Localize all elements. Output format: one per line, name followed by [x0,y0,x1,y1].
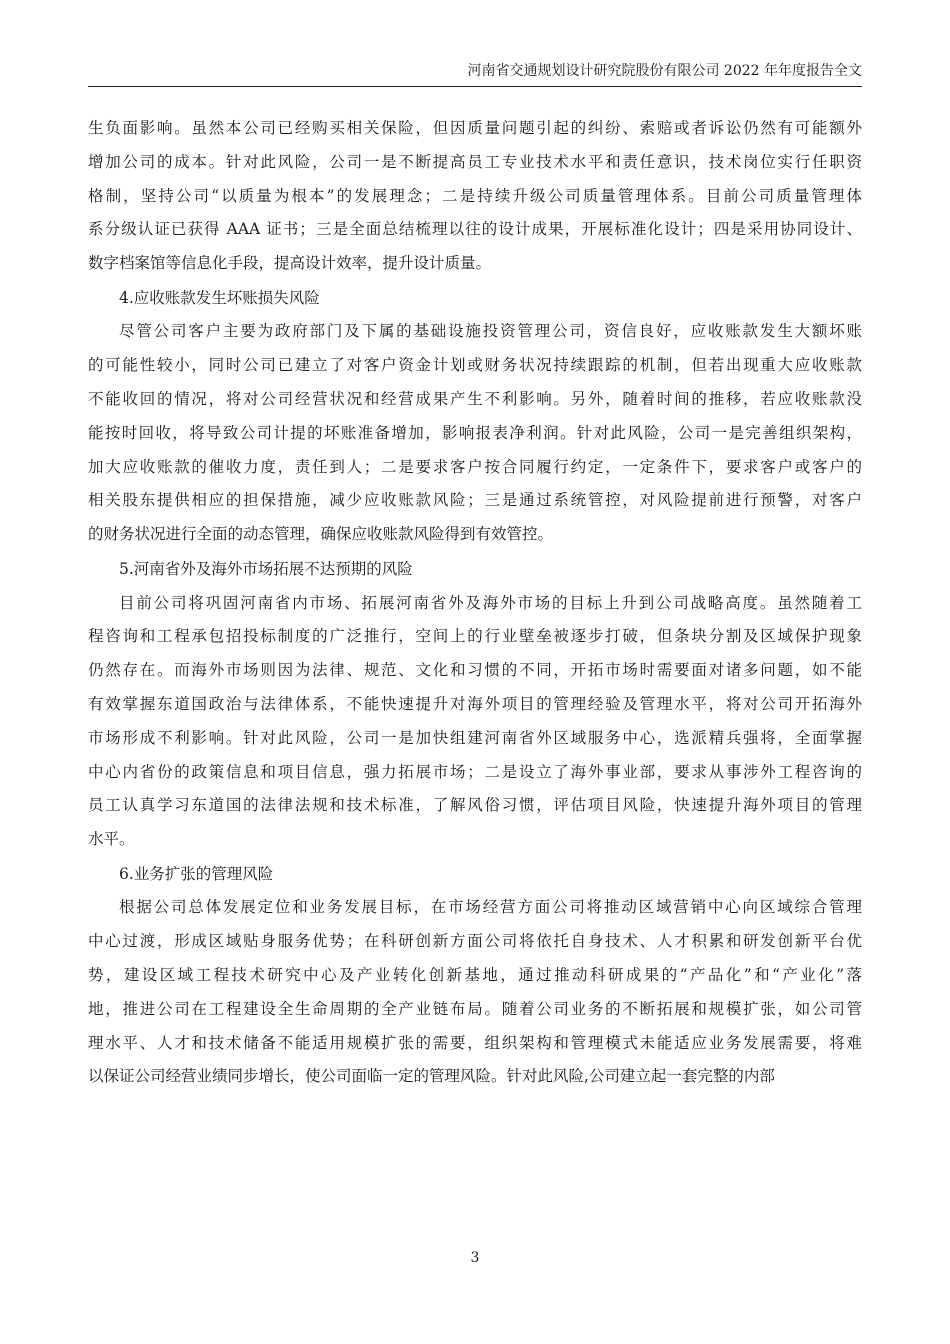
text-line: 系分级认证已获得 AAA 证书；三是全面总结梳理以往的设计成果，开展标准化设计；四是采用协同设计、 [88,220,862,239]
section-heading-management-risk: 6.业务扩张的管理风险 [119,864,274,883]
paragraph-receivables-risk [88,315,862,552]
text-line: 中心过渡，形成区域贴身服务优势；在科研创新方面公司将依托自身技术、人才积累和研发创新平台优 [88,932,862,951]
section-heading-market-expansion-risk: 5.河南省外及海外市场拓展不达预期的风险 [119,560,413,579]
text-line: 尽管公司客户主要为政府部门及下属的基础设施投资管理公司，资信良好，应收账款发生大额坏账 [119,322,862,341]
text-line: 中心内省份的政策信息和项目信息，强力拓展市场；二是设立了海外事业部，要求从事涉外工程咨询的 [88,762,862,781]
report-header-title: 河南省交通规划设计研究院股份有限公司 2022 年年度报告全文 [467,63,862,79]
page-number: 3 [470,1250,480,1266]
text-line: 水平。 [88,830,135,849]
text-line: 增加公司的成本。针对此风险，公司一是不断提高员工专业技术水平和责任意识，技术岗位实行任职资 [88,152,862,171]
text-line: 数字档案馆等信息化手段，提高设计效率，提升设计质量。 [88,254,492,273]
document-body [88,112,862,1094]
text-line: 相关股东提供相应的担保措施，减少应收账款风险；三是通过系统管控，对风险提前进行预警，对客户 [88,491,862,510]
text-line: 能按时回收，将导致公司计提的坏账准备增加，影响报表净利润。针对此风险，公司一是完善组织架构， [88,423,862,442]
text-line: 势，建设区域工程技术研究中心及产业转化创新基地，通过推动科研成果的“产品化”和“产业化”落 [88,966,862,985]
paragraph-quality-risk-continued [88,112,862,281]
section-heading-receivables-risk: 4.应收账款发生坏账损失风险 [119,288,320,307]
text-line: 仍然存在。而海外市场则因为法律、规范、文化和习惯的不同，开拓市场时需要面对诸多问题，如不能 [88,661,862,680]
text-line: 生负面影响。虽然本公司已经购买相关保险，但因质量问题引起的纠纷、索赔或者诉讼仍然有可能额外 [88,119,862,137]
text-line: 加大应收账款的催收力度，责任到人；二是要求客户按合同履行约定，一定条件下，要求客户或客户的 [88,457,862,476]
text-line: 地，推进公司在工程建设全生命周期的全产业链布局。随着公司业务的不断拓展和规模扩张，如公司管 [88,999,862,1018]
text-line: 格制，坚持公司“以质量为根本”的发展理念；二是持续升级公司质量管理体系。目前公司质量管理体 [88,186,862,205]
text-line: 程咨询和工程承包招投标制度的广泛推行，空间上的行业壁垒被逐步打破，但条块分割及区域保护现象 [88,627,862,646]
text-line: 不能收回的情况，将对公司经营状况和经营成果产生不利影响。另外，随着时间的推移，若应收账款没 [88,390,862,409]
header-divider [88,86,862,87]
text-line: 根据公司总体发展定位和业务发展目标，在市场经营方面公司将推动区域营销中心向区域综合管理 [119,898,862,917]
text-line: 理水平、人才和技术储备不能适用规模扩张的需要，组织架构和管理模式未能适应业务发展需要，将难 [88,1033,862,1052]
text-line: 员工认真学习东道国的法律法规和技术标准，了解风俗习惯，评估项目风险，快速提升海外项目的管理 [88,796,862,815]
paragraph-management-risk [88,891,862,1094]
text-line: 目前公司将巩固河南省内市场、拓展河南省外及海外市场的目标上升到公司战略高度。虽然随着工 [119,593,862,612]
text-line: 的可能性较小，同时公司已建立了对客户资金计划或财务状况持续跟踪的机制，但若出现重大应收账款 [88,356,862,375]
text-line: 的财务状况进行全面的动态管理，确保应收账款风险得到有效管控。 [88,525,554,544]
text-line: 以保证公司经营业绩同步增长，使公司面临一定的管理风险。针对此风险,公司建立起一套完整的内部 [88,1067,775,1086]
paragraph-market-expansion-risk [88,587,862,857]
text-line: 有效掌握东道国政治与法律体系，不能快速提升对海外项目的管理经验及管理水平，将对公司开拓海外 [88,694,862,713]
text-line: 市场形成不利影响。针对此风险，公司一是加快组建河南省外区域服务中心，选派精兵强将，全面掌握 [88,728,862,747]
